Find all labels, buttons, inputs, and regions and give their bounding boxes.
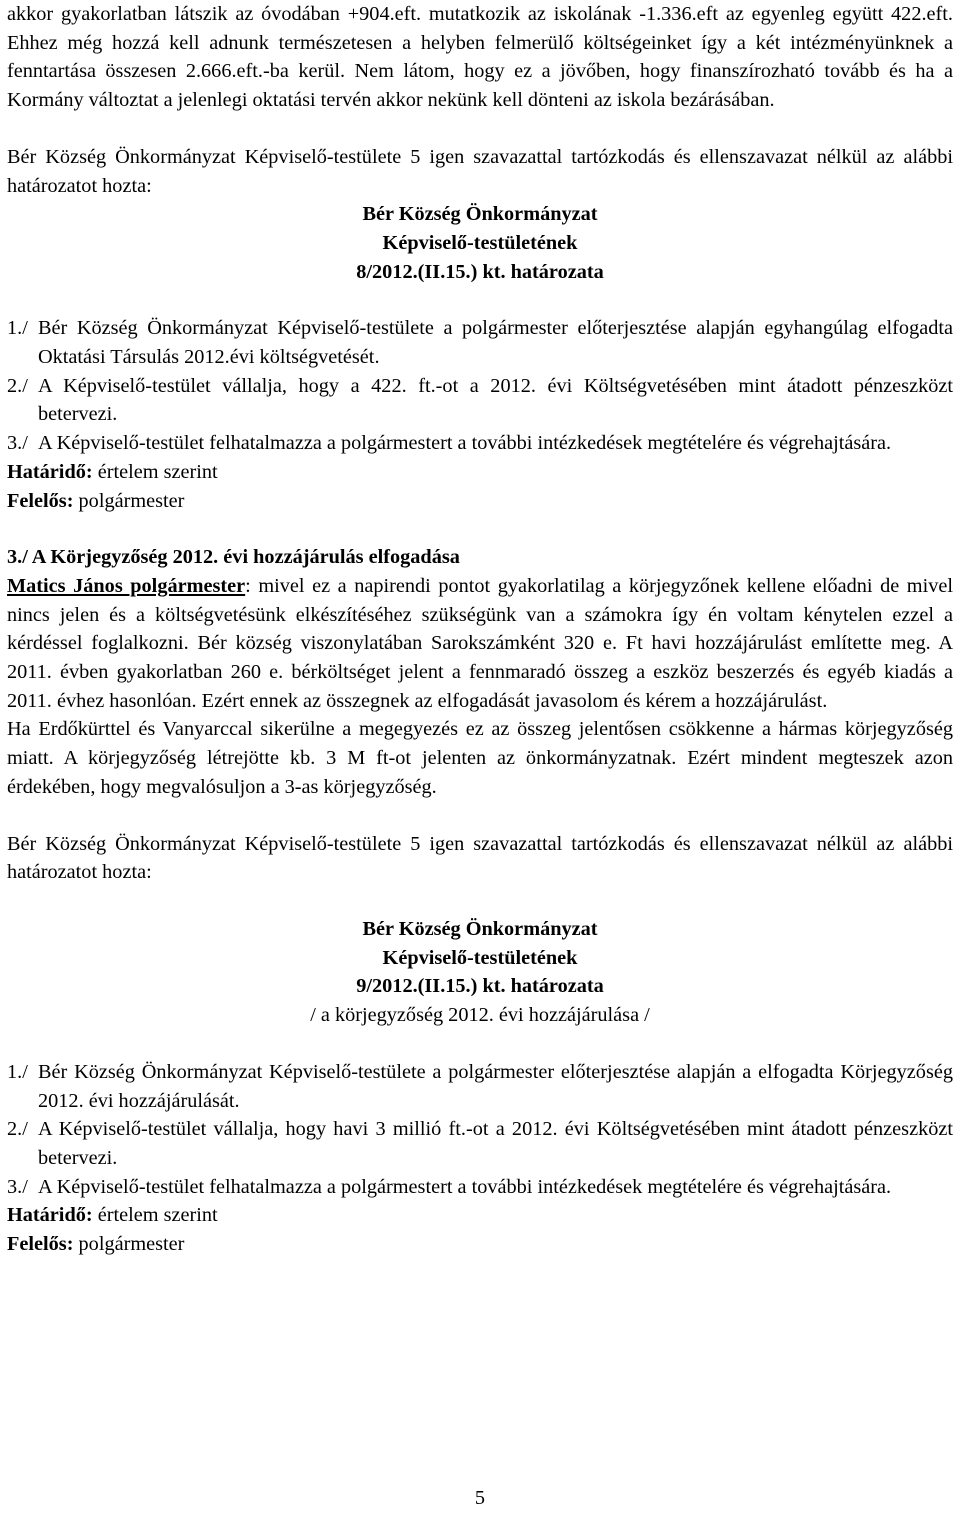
deadline-label: Határidő:	[7, 1204, 93, 1227]
responsible-value: polgármester	[78, 1233, 185, 1256]
speaker-name: Matics János polgármester	[7, 574, 246, 597]
item-text: Bér Község Önkormányzat Képviselő-testülete a polgármester előterjesztése alapján egyhangúlag elfogadta Oktatási Társulás 2012.évi költségvetését.	[38, 317, 953, 369]
deadline-value: értelem szerint	[97, 1204, 218, 1227]
document-page	[7, 0, 953, 1259]
item-number: 2./	[7, 374, 28, 397]
deadline-value: értelem szerint	[97, 460, 218, 483]
resolution-1-title-2: Képviselő-testületének	[382, 231, 578, 254]
item-text: A Képviselő-testület felhatalmazza a polgármestert a további intézkedések megtételére és végrehajtására.	[38, 432, 892, 455]
resolution-1-title-1: Bér Község Önkormányzat	[362, 203, 598, 226]
resolution-1-item-1	[7, 314, 953, 371]
resolution-2-item-1	[7, 1058, 953, 1115]
resolution-2-deadline	[7, 1201, 953, 1230]
resolution-2-responsible	[7, 1230, 953, 1259]
resolution-1-item-3	[7, 429, 953, 458]
resolution-1-responsible	[7, 487, 953, 516]
vote-statement-2: Bér Község Önkormányzat Képviselő-testülete 5 igen szavazattal tartózkodás és ellenszavazat nélkül az alábbi határozatot hozta:	[7, 832, 953, 884]
resolution-1-number: 8/2012.(II.15.) kt. határozata	[356, 260, 604, 283]
resolution-2-number: 9/2012.(II.15.) kt. határozata	[356, 975, 604, 998]
item-number: 1./	[7, 317, 28, 340]
item-text: Bér Község Önkormányzat Képviselő-testülete a polgármester előterjesztése alapján a elfogadta Körjegyzőség 2012. évi hozzájárulását.	[38, 1060, 953, 1112]
item-number: 3./	[7, 1175, 28, 1198]
intro-paragraph: akkor gyakorlatban látszik az óvodában +904.eft. mutatkozik az iskolának -1.336.eft az egyenleg együtt 422.eft. Ehhez még hozzá kell adnunk természetesen a helyben felmerülő költségeinket így a két intézményünknek a fenntartása összesen 2.666.eft.-ba kerül. Nem látom, hogy ez a jövőben, hogy finanszírozható tovább és ha a Kormány változtat a jelenlegi oktatási tervén akkor nekünk kell dönteni az iskola bezárásában.	[7, 3, 953, 112]
page-number: 5	[474, 1487, 486, 1509]
resolution-2-title-2: Képviselő-testületének	[382, 946, 578, 969]
resolution-2-title-1: Bér Község Önkormányzat	[362, 917, 598, 940]
responsible-value: polgármester	[78, 489, 185, 512]
item-number: 3./	[7, 432, 28, 455]
speech-text: : mivel ez a napirendi pontot gyakorlatilag a körjegyzőnek kellene előadni de mivel nincs jelen és a költségvetésünk elkészítéséhez szükségünk van a számokra így én voltam kénytelen ezzel a kérdéssel foglalkozni. Bér község viszonylatában Sarokszámként 320 e. Ft havi hozzájárulást említette meg. A 2011. évben gyakorlatban 260 e. bérköltséget jelent a fennmaradó összeg a eszköz beszerzés és egyéb kiadás a 2011. évhez hasonlóan. Ezért ennek az összegnek az elfogadását javasolom és kérem a hozzájárulást.	[7, 574, 953, 712]
speaker-paragraph	[7, 572, 953, 716]
responsible-label: Felelős:	[7, 489, 74, 512]
item-number: 2./	[7, 1118, 28, 1141]
item-text: A Képviselő-testület felhatalmazza a polgármestert a további intézkedések megtételére és végrehajtására.	[38, 1175, 892, 1198]
deadline-label: Határidő:	[7, 460, 93, 483]
speech-paragraph-2: Ha Erdőkürttel és Vanyarccal sikerülne a megegyezés ez az összeg jelentősen csökkenne a hármas körjegyzőség miatt. A körjegyzőség létrejötte kb. 3 M ft-ot jelenten az önkormányzatnak. Ezért mindent megteszek azon érdekében, hogy megvalósuljon a 3-as körjegyzőség.	[7, 718, 953, 798]
section-3-heading: 3./ A Körjegyzőség 2012. évi hozzájárulás elfogadása	[7, 546, 460, 569]
vote-statement-1: Bér Község Önkormányzat Képviselő-testülete 5 igen szavazattal tartózkodás és ellenszavazat nélkül az alábbi határozatot hozta:	[7, 145, 953, 197]
resolution-1-item-2	[7, 372, 953, 429]
item-text: A Képviselő-testület vállalja, hogy a 422. ft.-ot a 2012. évi Költségvetésében mint átadott pénzeszközt betervezi.	[38, 374, 953, 426]
resolution-1-deadline	[7, 458, 953, 487]
resolution-2-subtitle: / a körjegyzőség 2012. évi hozzájárulása /	[310, 1004, 650, 1027]
resolution-2-item-2	[7, 1115, 953, 1172]
resolution-2-item-3	[7, 1173, 953, 1202]
item-text: A Képviselő-testület vállalja, hogy havi 3 millió ft.-ot a 2012. évi Költségvetésében mint átadott pénzeszközt betervezi.	[38, 1118, 953, 1169]
responsible-label: Felelős:	[7, 1233, 74, 1256]
item-number: 1./	[7, 1060, 28, 1083]
